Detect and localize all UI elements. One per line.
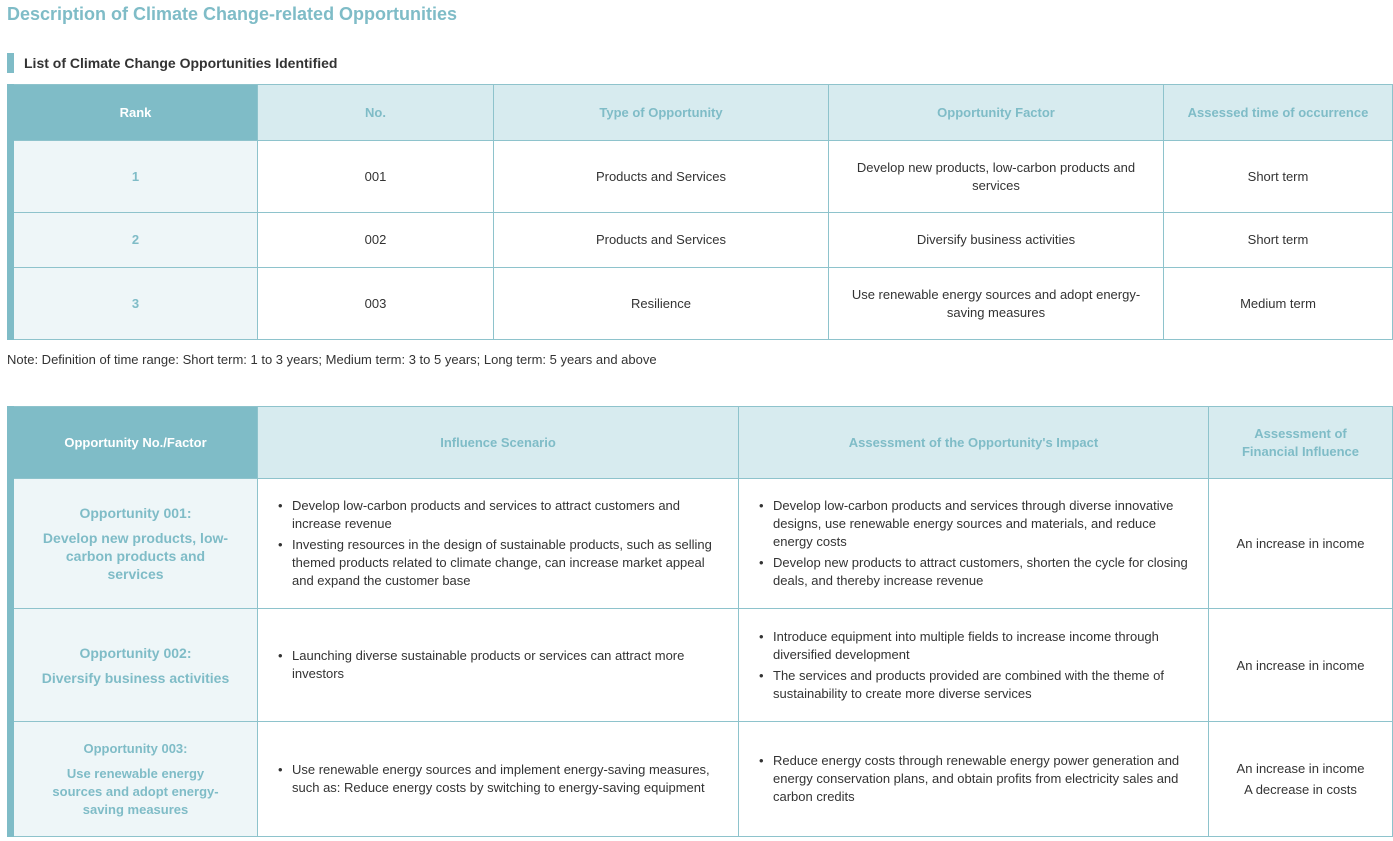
scenario-cell xyxy=(258,722,739,837)
table-row xyxy=(11,213,1393,268)
type-cell: Products and Services xyxy=(494,141,829,213)
section-heading: List of Climate Change Opportunities Identified xyxy=(7,53,337,73)
list-item: • Develop new products to attract customers, shorten the cycle for closing deals, and thereby increase revenue xyxy=(759,554,1190,590)
header-impact: Assessment of the Opportunity's Impact xyxy=(739,407,1209,479)
header-factor: Opportunity Factor xyxy=(829,85,1164,141)
opportunity-cell xyxy=(11,609,258,722)
impact-cell xyxy=(739,479,1209,609)
header-opportunity: Opportunity No./Factor xyxy=(11,407,258,479)
opportunity-cell xyxy=(11,722,258,837)
header-scenario: Influence Scenario xyxy=(258,407,739,479)
list-item: • Develop low-carbon products and services to attract customers and increase revenue xyxy=(278,497,720,533)
header-rank: Rank xyxy=(11,85,258,141)
scenario-cell xyxy=(258,479,739,609)
impact-cell xyxy=(739,722,1209,837)
rank-cell: 2 xyxy=(11,213,258,268)
financial-influence: An increase in income xyxy=(1236,536,1365,551)
factor-cell: Develop new products, low-carbon products and services xyxy=(829,141,1164,213)
table-row xyxy=(11,141,1393,213)
opportunity-factor: Diversify business activities xyxy=(41,669,230,686)
opportunity-number: Opportunity 003: xyxy=(83,740,188,756)
rank-cell: 1 xyxy=(11,141,258,213)
list-item: • Reduce energy costs through renewable energy power generation and energy conservation plans, and obtain profits from electricity sales and carbon credits xyxy=(759,752,1190,806)
opportunities-table xyxy=(7,84,1393,340)
opportunity-number: Opportunity 002: xyxy=(79,644,192,661)
type-cell: Products and Services xyxy=(494,213,829,268)
list-item: • Investing resources in the design of sustainable products, such as selling themed products related to climate change, can increase market appeal and expand the customer base xyxy=(278,536,720,590)
time-range-note: Note: Definition of time range: Short term: 1 to 3 years; Medium term: 3 to 5 years; Long term: 5 years and above xyxy=(7,352,657,367)
time-cell: Medium term xyxy=(1164,268,1393,340)
financial-cell xyxy=(1209,479,1393,609)
time-cell: Short term xyxy=(1164,213,1393,268)
list-item: • Use renewable energy sources and implement energy-saving measures, such as: Reduce energy costs by switching to energy-saving equipment xyxy=(278,761,720,797)
financial-influence: An increase in income xyxy=(1236,761,1365,776)
no-cell: 002 xyxy=(258,213,494,268)
opportunity-factor: Develop new products, low-carbon products and services xyxy=(42,530,229,582)
header-financial: Assessment of Financial Influence xyxy=(1209,407,1393,479)
no-cell: 003 xyxy=(258,268,494,340)
list-item: • The services and products provided are combined with the theme of sustainability to create more diverse services xyxy=(759,667,1190,703)
financial-cell xyxy=(1209,609,1393,722)
header-type: Type of Opportunity xyxy=(494,85,829,141)
table-row xyxy=(11,609,1393,722)
list-item: • Launching diverse sustainable products or services can attract more investors xyxy=(278,647,720,683)
opportunity-impact-table xyxy=(7,406,1393,837)
table-header-row xyxy=(11,85,1393,141)
table-header-row xyxy=(11,407,1393,479)
table-row xyxy=(11,479,1393,609)
impact-cell xyxy=(739,609,1209,722)
scenario-cell xyxy=(258,609,739,722)
header-time: Assessed time of occurrence xyxy=(1164,85,1393,141)
opportunity-number: Opportunity 001: xyxy=(79,505,192,521)
financial-cell xyxy=(1209,722,1393,837)
factor-cell: Diversify business activities xyxy=(829,213,1164,268)
rank-cell: 3 xyxy=(11,268,258,340)
financial-influence: An increase in income xyxy=(1236,657,1365,673)
table-row xyxy=(11,722,1393,837)
page-title: Description of Climate Change-related Opportunities xyxy=(7,4,458,24)
table-row xyxy=(11,268,1393,340)
time-cell: Short term xyxy=(1164,141,1393,213)
no-cell: 001 xyxy=(258,141,494,213)
factor-cell: Use renewable energy sources and adopt energy-saving measures xyxy=(829,268,1164,340)
financial-influence: A decrease in costs xyxy=(1244,782,1357,797)
list-item: • Introduce equipment into multiple fields to increase income through diversified development xyxy=(759,628,1190,664)
opportunity-factor: Use renewable energy sources and adopt energy-saving measures xyxy=(52,765,219,817)
opportunity-cell xyxy=(11,479,258,609)
list-item: • Develop low-carbon products and services through diverse innovative designs, use renewable energy sources and materials, and reduce energy costs xyxy=(759,497,1190,551)
header-no: No. xyxy=(258,85,494,141)
type-cell: Resilience xyxy=(494,268,829,340)
